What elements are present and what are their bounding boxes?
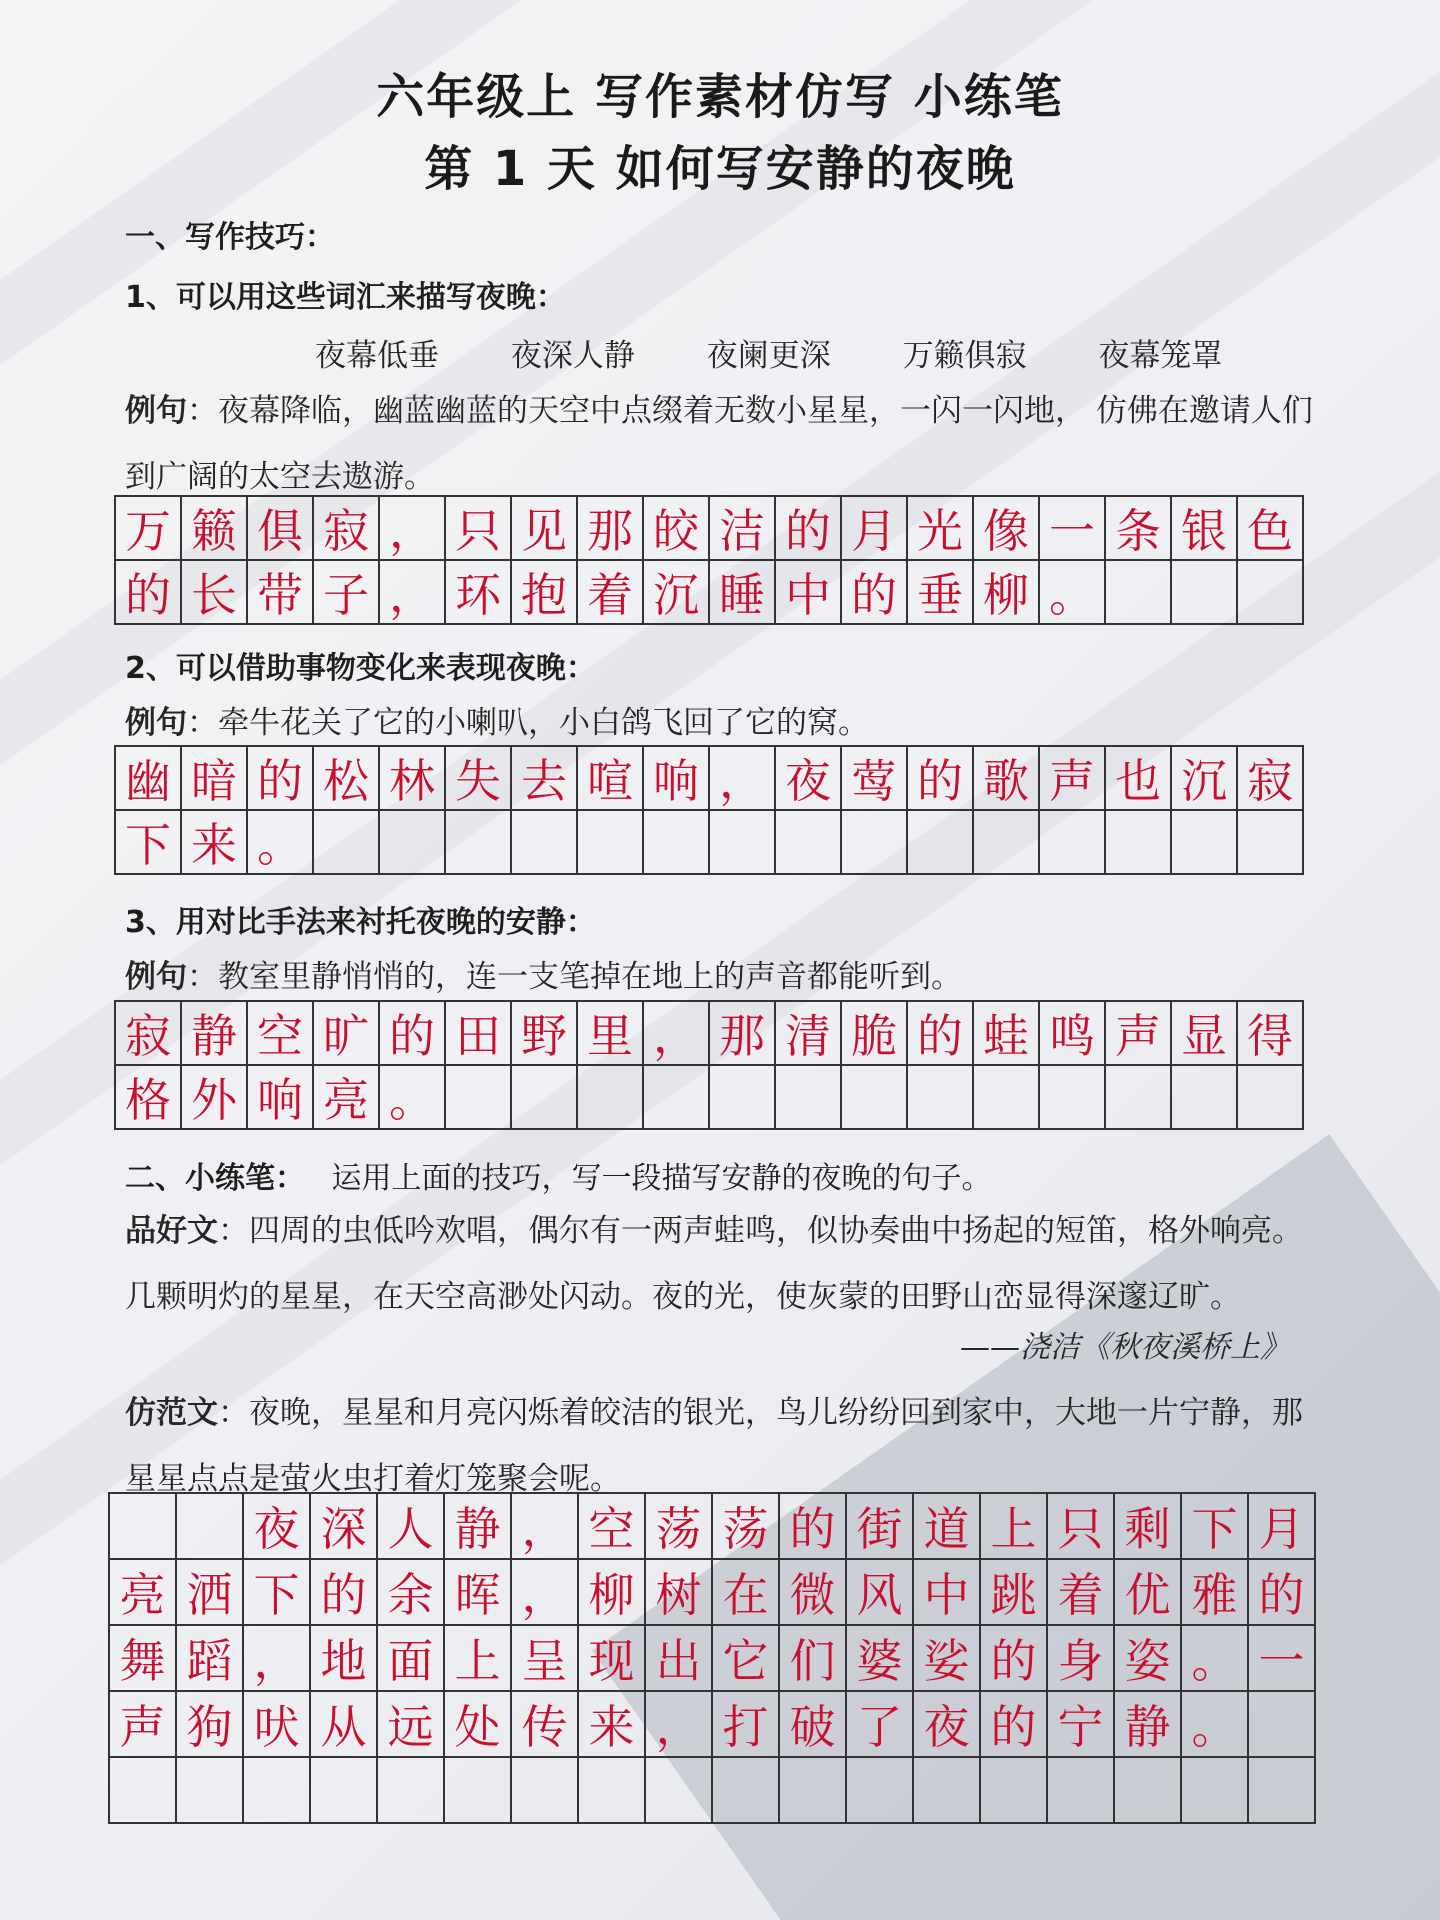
grid-cell: 清 [776, 1002, 842, 1066]
grid-cell: 空 [579, 1494, 646, 1560]
grid-cell: 优 [1115, 1560, 1182, 1626]
grid-cell: 。 [1182, 1626, 1249, 1692]
grid-cell: 格 [116, 1066, 182, 1130]
grid-cell: 的 [908, 1002, 974, 1066]
grid-cell: 里 [578, 1002, 644, 1066]
vocab-word: 万籁俱寂 [902, 338, 1027, 374]
grid-cell: 皎 [644, 497, 710, 561]
grid-cell: 响 [644, 747, 710, 811]
grid-cell: 色 [1238, 497, 1304, 561]
grid-cell: 一 [1040, 497, 1106, 561]
grid-cell: 籁 [182, 497, 248, 561]
vocab-list [315, 330, 1256, 375]
good-text-paragraph [125, 1198, 1325, 1330]
grid-cell [445, 1758, 512, 1824]
grid-cell: 光 [908, 497, 974, 561]
grid-cell: 歌 [974, 747, 1040, 811]
grid-cell: 像 [974, 497, 1040, 561]
grid-cell [710, 1066, 776, 1130]
model-text: ：夜晚，星星和月亮闪烁着皎洁的银光，鸟儿纷纷回到家中，大地一片宁静，那星星点点是萤火虫打着灯笼聚会呢。 [125, 1395, 1303, 1497]
grid-cell: 的 [780, 1494, 847, 1560]
grid-cell: 显 [1172, 1002, 1238, 1066]
good-text: ：四周的虫低吟欢唱，偶尔有一两声蛙鸣，似协奏曲中扬起的短笛，格外响亮。几颗明灼的星星，在天空高渺处闪动。夜的光，使灰蒙的田野山峦显得深邃辽旷。 [125, 1213, 1303, 1315]
grid-cell: 从 [311, 1692, 378, 1758]
grid-cell [314, 811, 380, 875]
grid-cell: 剩 [1115, 1494, 1182, 1560]
grid-cell [644, 811, 710, 875]
grid-cell: 面 [378, 1626, 445, 1692]
grid-cell: 那 [710, 1002, 776, 1066]
grid-cell [110, 1758, 177, 1824]
grid-cell: 。 [380, 1066, 446, 1130]
grid-cell: 失 [446, 747, 512, 811]
grid-cell: 地 [311, 1626, 378, 1692]
grid-cell [842, 811, 908, 875]
grid-cell: 了 [847, 1692, 914, 1758]
page-subtitle: 第 1 天 如何写安静的夜晚 [424, 141, 1016, 197]
grid-cell: 微 [780, 1560, 847, 1626]
grid-cell: 夜 [244, 1494, 311, 1560]
grid-cell [914, 1758, 981, 1824]
section2-instruction: 运用上面的技巧，写一段描写安静的夜晚的句子。 [331, 1161, 992, 1196]
grid-cell: 宁 [1048, 1692, 1115, 1758]
grid-cell: 打 [713, 1692, 780, 1758]
vocab-word: 夜阑更深 [706, 338, 831, 374]
grid-cell: 来 [182, 811, 248, 875]
grid-cell: 的 [116, 561, 182, 625]
grid-cell: 静 [182, 1002, 248, 1066]
grid-cell: 荡 [713, 1494, 780, 1560]
grid-cell: 空 [248, 1002, 314, 1066]
grid-cell: 喧 [578, 747, 644, 811]
grid-cell: 的 [981, 1626, 1048, 1692]
grid-cell: 声 [1106, 1002, 1172, 1066]
grid-cell: 带 [248, 561, 314, 625]
vocab-word: 夜幕低垂 [315, 338, 439, 374]
grid-cell: 上 [445, 1626, 512, 1692]
grid-cell: 见 [512, 497, 578, 561]
grid-cell: 环 [446, 561, 512, 625]
grid-cell: 子 [314, 561, 380, 625]
grid-cell [177, 1758, 244, 1824]
grid-cell: 声 [1040, 747, 1106, 811]
grid-cell: 只 [1048, 1494, 1115, 1560]
grid-cell [177, 1494, 244, 1560]
grid-cell [378, 1758, 445, 1824]
grid-cell: 沉 [1172, 747, 1238, 811]
grid-cell: 亮 [110, 1560, 177, 1626]
grid-cell: 传 [512, 1692, 579, 1758]
tip2-heading: 2、可以借助事物变化来表现夜晚： [125, 651, 596, 686]
grid-cell [578, 811, 644, 875]
grid-cell [1106, 561, 1172, 625]
grid-cell: 长 [182, 561, 248, 625]
grid-cell: 寂 [116, 1002, 182, 1066]
grid-cell: 夜 [914, 1692, 981, 1758]
grid-cell [974, 811, 1040, 875]
grid-cell: 脆 [842, 1002, 908, 1066]
grid-cell: 街 [847, 1494, 914, 1560]
grid-cell: 的 [776, 497, 842, 561]
grid-cell: 松 [314, 747, 380, 811]
grid-cell: 人 [378, 1494, 445, 1560]
example-text: ：夜幕降临，幽蓝幽蓝的天空中点缀着无数小星星，一闪一闪地， 仿佛在邀请人们到广阔的太空去遨游。 [125, 393, 1313, 495]
grid-cell [1040, 811, 1106, 875]
writing-grid-tip1 [114, 495, 1304, 625]
example-label: 例句 [125, 705, 187, 741]
grid-cell: 的 [380, 1002, 446, 1066]
grid-cell [110, 1494, 177, 1560]
grid-cell: 着 [578, 561, 644, 625]
grid-cell: 幽 [116, 747, 182, 811]
grid-cell [1238, 811, 1304, 875]
grid-cell [311, 1758, 378, 1824]
grid-cell: 深 [311, 1494, 378, 1560]
grid-cell: 柳 [974, 561, 1040, 625]
grid-cell: 外 [182, 1066, 248, 1130]
grid-cell: 舞 [110, 1626, 177, 1692]
grid-cell [713, 1758, 780, 1824]
grid-cell [842, 1066, 908, 1130]
grid-cell [1172, 1066, 1238, 1130]
grid-cell [579, 1758, 646, 1824]
grid-cell: 鸣 [1040, 1002, 1106, 1066]
grid-cell [578, 1066, 644, 1130]
grid-cell: 晖 [445, 1560, 512, 1626]
grid-cell: ， [512, 1494, 579, 1560]
grid-cell: 得 [1238, 1002, 1304, 1066]
attribution: ——浇洁《秋夜溪桥上》 [960, 1330, 1290, 1365]
grid-cell: 也 [1106, 747, 1172, 811]
grid-cell: 夜 [776, 747, 842, 811]
grid-cell [1106, 1066, 1172, 1130]
grid-cell: 在 [713, 1560, 780, 1626]
grid-cell: 。 [1182, 1692, 1249, 1758]
grid-cell [244, 1758, 311, 1824]
grid-cell: 洒 [177, 1560, 244, 1626]
grid-cell: 树 [646, 1560, 713, 1626]
grid-cell: 暗 [182, 747, 248, 811]
grid-cell: 着 [1048, 1560, 1115, 1626]
grid-cell [512, 811, 578, 875]
grid-cell: 的 [248, 747, 314, 811]
grid-cell: 莺 [842, 747, 908, 811]
tip3-heading: 3、用对比手法来衬托夜晚的安静： [125, 905, 596, 940]
grid-cell [981, 1758, 1048, 1824]
vocab-word: 夜深人静 [510, 338, 635, 374]
grid-cell: 狗 [177, 1692, 244, 1758]
grid-cell: 娑 [914, 1626, 981, 1692]
grid-cell: 荡 [646, 1494, 713, 1560]
grid-cell: ， [644, 1002, 710, 1066]
grid-cell [1238, 1066, 1304, 1130]
grid-cell: 月 [842, 497, 908, 561]
grid-cell [780, 1758, 847, 1824]
grid-cell [380, 811, 446, 875]
grid-cell: 出 [646, 1626, 713, 1692]
grid-cell [908, 1066, 974, 1130]
grid-cell: 道 [914, 1494, 981, 1560]
grid-cell: 。 [248, 811, 314, 875]
grid-cell: 只 [446, 497, 512, 561]
grid-cell: 的 [981, 1692, 1048, 1758]
grid-cell: 中 [776, 561, 842, 625]
grid-cell: 的 [842, 561, 908, 625]
grid-cell: 一 [1249, 1626, 1316, 1692]
tip1-example [125, 378, 1325, 510]
grid-cell: 婆 [847, 1626, 914, 1692]
grid-cell: 睡 [710, 561, 776, 625]
grid-cell: ， [380, 497, 446, 561]
grid-cell: 下 [116, 811, 182, 875]
grid-cell [908, 811, 974, 875]
example-text: ：教室里静悄悄的，连一支笔掉在地上的声音都能听到。 [187, 959, 962, 995]
grid-cell: 亮 [314, 1066, 380, 1130]
writing-grid-practice [108, 1492, 1316, 1824]
grid-cell: ， [646, 1692, 713, 1758]
grid-cell: 银 [1172, 497, 1238, 561]
grid-cell [1172, 811, 1238, 875]
grid-cell: 静 [445, 1494, 512, 1560]
grid-cell: 静 [1115, 1692, 1182, 1758]
grid-cell: 田 [446, 1002, 512, 1066]
grid-cell: ， [244, 1626, 311, 1692]
grid-cell: 那 [578, 497, 644, 561]
grid-cell: 沉 [644, 561, 710, 625]
page-title: 六年级上 写作素材仿写 小练笔 [376, 69, 1064, 125]
grid-cell: 旷 [314, 1002, 380, 1066]
grid-cell [1115, 1758, 1182, 1824]
section1-heading: 一、写作技巧： [125, 220, 335, 255]
grid-cell [974, 1066, 1040, 1130]
grid-cell [446, 1066, 512, 1130]
grid-cell [710, 811, 776, 875]
grid-cell: 风 [847, 1560, 914, 1626]
grid-cell: 跳 [981, 1560, 1048, 1626]
grid-cell: 中 [914, 1560, 981, 1626]
grid-cell [1182, 1758, 1249, 1824]
grid-cell: 蹈 [177, 1626, 244, 1692]
grid-cell [776, 1066, 842, 1130]
grid-cell: 寂 [1238, 747, 1304, 811]
writing-grid-tip2 [114, 745, 1304, 875]
grid-cell: 呈 [512, 1626, 579, 1692]
grid-cell: 去 [512, 747, 578, 811]
grid-cell: 月 [1249, 1494, 1316, 1560]
grid-cell [776, 811, 842, 875]
grid-cell: 。 [1040, 561, 1106, 625]
grid-cell [646, 1758, 713, 1824]
grid-cell: 的 [1249, 1560, 1316, 1626]
grid-cell: 下 [244, 1560, 311, 1626]
grid-cell [512, 1066, 578, 1130]
example-text: ：牵牛花关了它的小喇叭，小白鸽飞回了它的窝。 [187, 705, 869, 741]
grid-cell [847, 1758, 914, 1824]
grid-cell [1249, 1758, 1316, 1824]
grid-cell: 下 [1182, 1494, 1249, 1560]
example-label: 例句 [125, 393, 187, 429]
grid-cell: 垂 [908, 561, 974, 625]
grid-cell [1249, 1692, 1316, 1758]
grid-cell: 林 [380, 747, 446, 811]
grid-cell: 来 [579, 1692, 646, 1758]
grid-cell: 俱 [248, 497, 314, 561]
grid-cell: 柳 [579, 1560, 646, 1626]
grid-cell [1106, 811, 1172, 875]
grid-cell: 响 [248, 1066, 314, 1130]
grid-cell [1040, 1066, 1106, 1130]
grid-cell [512, 1758, 579, 1824]
writing-grid-tip3 [114, 1000, 1304, 1130]
grid-cell: 寂 [314, 497, 380, 561]
model-label: 仿范文 [125, 1395, 218, 1431]
grid-cell: 声 [110, 1692, 177, 1758]
grid-cell: 的 [908, 747, 974, 811]
grid-cell: 身 [1048, 1626, 1115, 1692]
good-label: 品好文 [125, 1213, 218, 1249]
grid-cell: 远 [378, 1692, 445, 1758]
section2-heading: 二、小练笔： [125, 1161, 305, 1196]
grid-cell: 破 [780, 1692, 847, 1758]
grid-cell: 吠 [244, 1692, 311, 1758]
grid-cell: 余 [378, 1560, 445, 1626]
grid-cell: 现 [579, 1626, 646, 1692]
grid-cell: 的 [311, 1560, 378, 1626]
grid-cell: 上 [981, 1494, 1048, 1560]
grid-cell: 抱 [512, 561, 578, 625]
grid-cell [1172, 561, 1238, 625]
grid-cell [446, 811, 512, 875]
grid-cell [1048, 1758, 1115, 1824]
grid-cell: 雅 [1182, 1560, 1249, 1626]
vocab-word: 夜幕笼罩 [1098, 338, 1223, 374]
grid-cell: ， [710, 747, 776, 811]
tip1-heading: 1、可以用这些词汇来描写夜晚： [125, 280, 566, 315]
grid-cell: 野 [512, 1002, 578, 1066]
section2-heading-row [125, 1153, 991, 1197]
grid-cell: 万 [116, 497, 182, 561]
example-label: 例句 [125, 959, 187, 995]
grid-cell [644, 1066, 710, 1130]
grid-cell: 姿 [1115, 1626, 1182, 1692]
grid-cell: 处 [445, 1692, 512, 1758]
grid-cell: 它 [713, 1626, 780, 1692]
grid-cell: ， [380, 561, 446, 625]
grid-cell: 蛙 [974, 1002, 1040, 1066]
grid-cell: 洁 [710, 497, 776, 561]
grid-cell: 条 [1106, 497, 1172, 561]
grid-cell: 们 [780, 1626, 847, 1692]
grid-cell: ， [512, 1560, 579, 1626]
grid-cell [1238, 561, 1304, 625]
